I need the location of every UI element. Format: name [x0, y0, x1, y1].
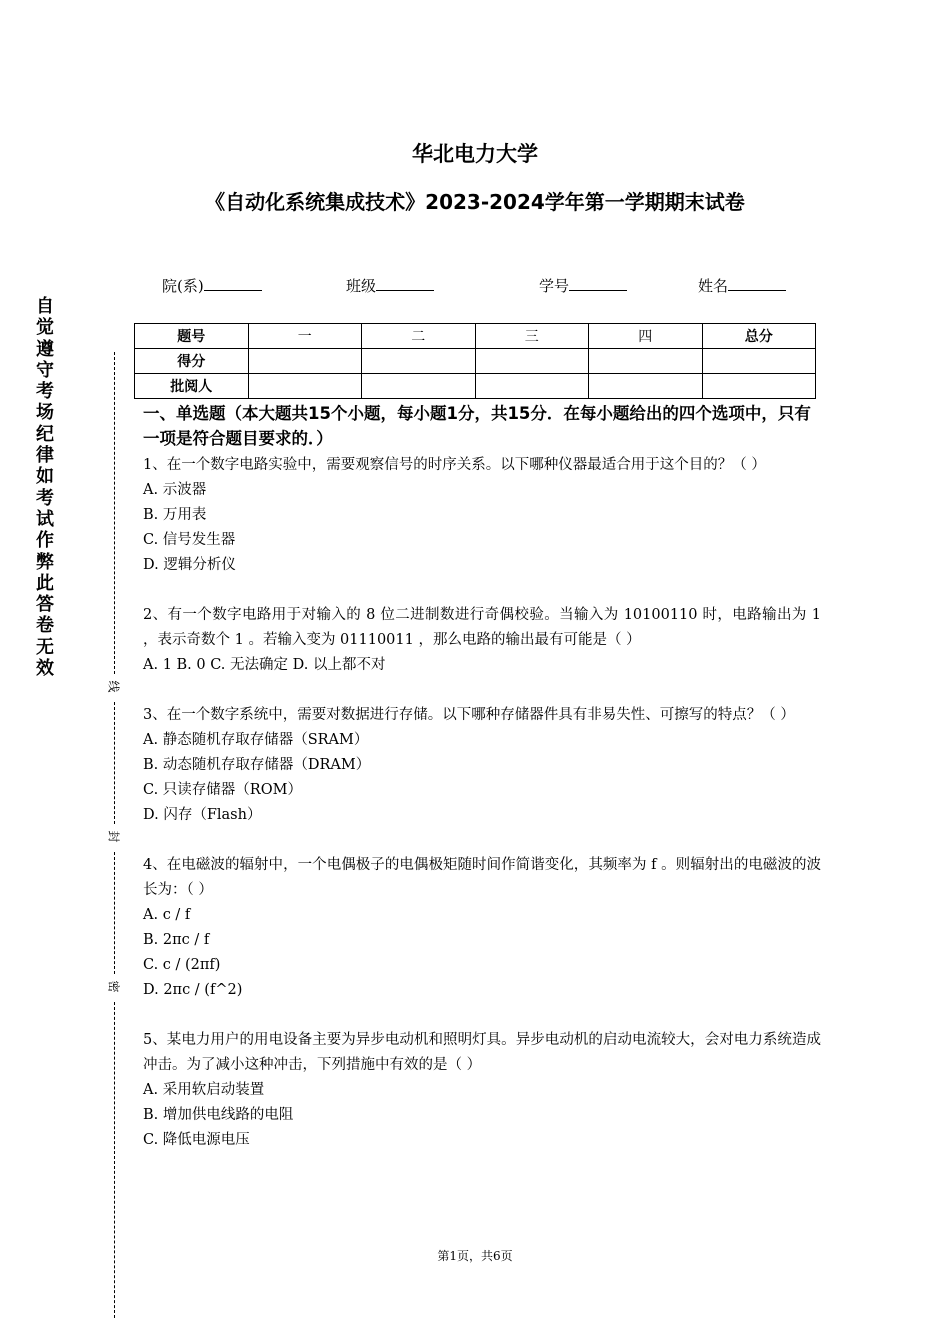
- score-cell: [589, 349, 703, 374]
- question-option: B. 万用表: [143, 507, 207, 523]
- score-row-label: 得分: [135, 349, 249, 374]
- section-title: 一、单选题（本大题共15个小题，每小题1分，共15分．在每小题给出的四个选项中，只有一项是符合题目要求的．）: [143, 404, 811, 448]
- department-field: [162, 275, 262, 296]
- student-info-row: [0, 275, 950, 299]
- score-cell: [475, 349, 589, 374]
- question-option: A. 采用软启动装置: [143, 1082, 265, 1098]
- score-table-header-cell: 三: [475, 324, 589, 349]
- question-option: D. 闪存（Flash）: [143, 807, 262, 823]
- question-option: C. c / (2πf): [143, 957, 221, 973]
- score-cell: [702, 349, 816, 374]
- question-option: D. 2πc / (f^2): [143, 982, 243, 998]
- student-id-field: [539, 275, 627, 296]
- question-stem: 5、某电力用户的用电设备主要为异步电动机和照明灯具。异步电动机的启动电流较大，会对电力系统造成冲击。为了减小这种冲击，下列措施中有效的是（ ）: [143, 1032, 821, 1073]
- page-number: 第1页，共6页: [437, 1249, 513, 1263]
- name-field: [698, 275, 786, 296]
- question-1: [143, 453, 821, 578]
- binding-dashed-line: [114, 1002, 115, 1318]
- score-row: [135, 349, 816, 374]
- score-table: [134, 323, 816, 399]
- question-2: [143, 603, 821, 678]
- score-cell: [248, 349, 362, 374]
- score-cell: [362, 349, 476, 374]
- reviewer-row-label: 批阅人: [135, 374, 249, 399]
- binding-mark-line: 线: [106, 680, 121, 693]
- question-5: [143, 1028, 821, 1153]
- question-stem: 1、在一个数字电路实验中，需要观察信号的时序关系。以下哪种仪器最适合用于这个目的？（ ）: [143, 457, 766, 473]
- reviewer-cell: [248, 374, 362, 399]
- question-option: D. 逻辑分析仪: [143, 557, 236, 573]
- question-option: C. 只读存储器（ROM）: [143, 782, 302, 798]
- score-table-header-row: [135, 324, 816, 349]
- department-label: 院(系): [162, 277, 204, 295]
- name-blank: [728, 276, 786, 291]
- exam-title: 《自动化系统集成技术》2023-2024学年第一学期期末试卷: [205, 190, 745, 214]
- department-blank: [204, 276, 262, 291]
- question-option: A. 静态随机存取存储器（SRAM）: [143, 732, 369, 748]
- school-name: 华北电力大学: [412, 142, 538, 166]
- score-table-header-cell: 一: [248, 324, 362, 349]
- class-blank: [376, 276, 434, 291]
- question-option: A. 1 B. 0 C. 无法确定 D. 以上都不对: [143, 657, 386, 673]
- question-3: [143, 703, 821, 828]
- binding-mark-seal: 封: [106, 830, 121, 843]
- question-option: A. 示波器: [143, 482, 207, 498]
- question-stem: 4、在电磁波的辐射中，一个电偶极子的电偶极矩随时间作简谐变化，其频率为 f 。则辐射出的电磁波的波长为：（ ）: [143, 857, 821, 898]
- question-option: B. 动态随机存取存储器（DRAM）: [143, 757, 371, 773]
- student-id-blank: [569, 276, 627, 291]
- reviewer-cell: [475, 374, 589, 399]
- question-stem: 3、在一个数字系统中，需要对数据进行存储。以下哪种存储器件具有非易失性、可擦写的特点？（ ）: [143, 707, 795, 723]
- score-table-header-cell: 题号: [135, 324, 249, 349]
- binding-dashed-line: [114, 352, 115, 674]
- reviewer-cell: [589, 374, 703, 399]
- class-field: [346, 275, 434, 296]
- question-option: C. 信号发生器: [143, 532, 236, 548]
- question-option: C. 降低电源电压: [143, 1132, 250, 1148]
- exam-content: [143, 401, 821, 1178]
- question-option: B. 增加供电线路的电阻: [143, 1107, 294, 1123]
- question-4: [143, 853, 821, 1003]
- binding-mark-secret: 密: [106, 980, 121, 993]
- binding-notice: 自觉遵守考场纪律如考试作弊此答卷无效: [36, 296, 54, 680]
- class-label: 班级: [346, 277, 377, 295]
- reviewer-cell: [362, 374, 476, 399]
- binding-dashed-line: [114, 852, 115, 974]
- question-stem: 2、有一个数字电路用于对输入的 8 位二进制数进行奇偶校验。当输入为 10100110 时，电路输出为 1 ，表示奇数个 1 。若输入变为 01110011 ，那么电路的输出最有可能是（ ）: [143, 607, 821, 648]
- question-option: A. c / f: [143, 907, 191, 923]
- score-table-header-cell: 四: [589, 324, 703, 349]
- reviewer-row: [135, 374, 816, 399]
- student-id-label: 学号: [539, 277, 570, 295]
- reviewer-cell: [702, 374, 816, 399]
- score-table-header-cell: 二: [362, 324, 476, 349]
- question-option: B. 2πc / f: [143, 932, 210, 948]
- name-label: 姓名: [698, 277, 729, 295]
- score-table-header-cell: 总分: [702, 324, 816, 349]
- binding-dashed-line: [114, 702, 115, 824]
